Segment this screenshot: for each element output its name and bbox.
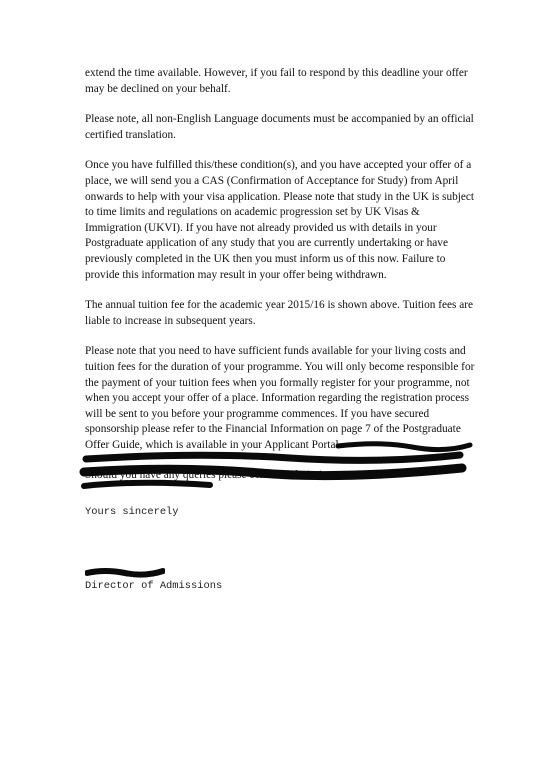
contact-line: Should you have any queries please contact Admissions: [85, 469, 338, 482]
closing-salutation: Yours sincerely: [85, 506, 179, 518]
signatory-name-redaction: [85, 566, 165, 578]
signatory-title: Director of Admissions: [85, 580, 223, 592]
paragraph-funds: Please note that you need to have sufficient funds available for your living costs and tuition fees for the duration of your programme. You will only become responsible for the payment of your tuition fees when you formally register for your programme, not when you accept your offer of a place. Information regarding the registration process will be sent to you before your programme commences. If you have secured sponsorship please refer to the Financial Information on page 7 of the Postgraduate Offer Guide, which is available in your Applicant Portal.: [85, 345, 475, 451]
paragraph-translation: Please note, all non-English Language documents must be accompanied by an official certified translation.: [85, 113, 474, 141]
paragraph-cas: Once you have fulfilled this/these condition(s), and you have accepted your offer of a place, we will send you a CAS (Confirmation of Acceptance for Study) from April onwards to help with your visa application. Please note that study in the UK is subject to time limits and regulations on academic progression set by UK Visas & Immigration (UKVI). If you have not already provided us with details in your Postgraduate application of any study that you are currently undertaking or have previously completed in the UK then you must inform us of this now. Failure to provide this information may result in your offer being withdrawn.: [85, 159, 475, 281]
paragraph-tuition-fee: The annual tuition fee for the academic year 2015/16 is shown above. Tuition fees are liable to increase in subsequent years.: [85, 299, 474, 327]
paragraph-deadline: extend the time available. However, if you fail to respond by this deadline your offer may be declined on your behalf.: [85, 67, 468, 95]
